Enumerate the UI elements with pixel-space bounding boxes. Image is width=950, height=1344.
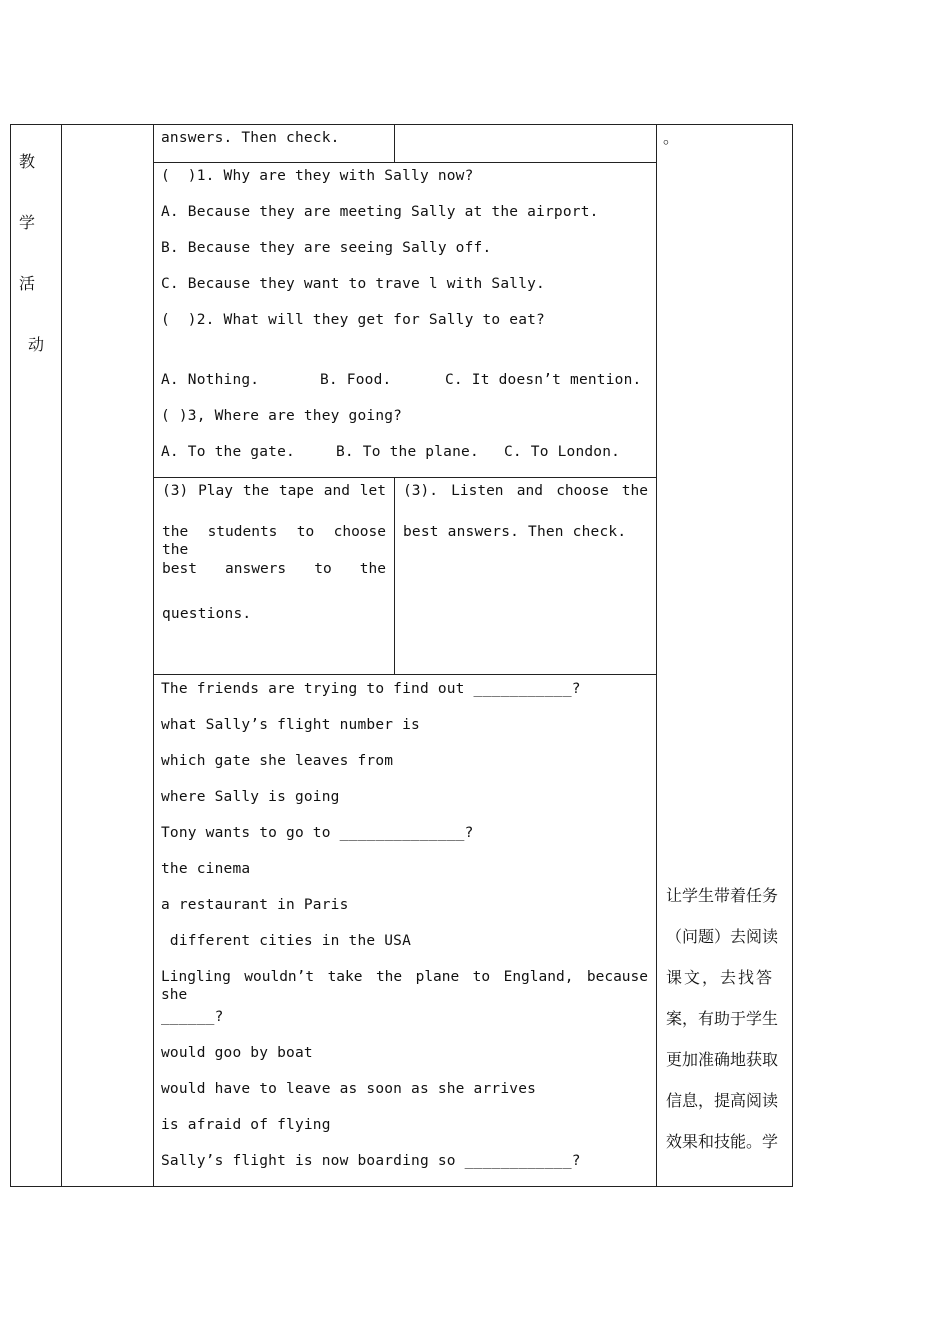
column-divider <box>656 124 657 1187</box>
exercise-line: Sally’s flight is now boarding so ____________? <box>161 1153 581 1169</box>
section-label-char: 教 <box>19 152 36 171</box>
exercise-line: would have to leave as soon as she arrives <box>161 1081 537 1097</box>
q1-option-a: A. Because they are meeting Sally at the airport. <box>161 204 599 220</box>
q1-option-c: C. Because they want to trave l with Sally. <box>161 276 545 292</box>
section-label-char: 动 <box>28 335 45 354</box>
question-1: ( )1. Why are they with Sally now? <box>161 168 474 184</box>
exercise-line: would goo by boat <box>161 1045 313 1061</box>
section-label-char: 学 <box>19 213 36 232</box>
row-divider <box>153 674 656 675</box>
q3-option-a: A. To the gate. <box>161 444 295 460</box>
top-row-text: answers. Then check. <box>161 130 340 146</box>
row-divider <box>153 162 656 163</box>
exercise-line: the cinema <box>161 861 251 877</box>
row-divider <box>153 477 656 478</box>
exercise-line: Lingling wouldn’t take the plane to England, because she <box>161 969 648 1003</box>
notes-line: 课文，去找答 <box>666 968 775 987</box>
student-step-line: (3). Listen and choose the <box>403 483 648 499</box>
exercise-line: different cities in the USA <box>161 933 412 949</box>
notes-line: 信息，提高阅读 <box>666 1091 779 1110</box>
column-divider <box>153 124 154 1187</box>
notes-line: 案，有助于学生 <box>666 1009 779 1028</box>
q3-option-b: B. To the plane. <box>336 444 479 460</box>
exercise-line: a restaurant in Paris <box>161 897 349 913</box>
q2-option-a: A. Nothing. <box>161 372 260 388</box>
q3-option-c: C. To London. <box>504 444 621 460</box>
cell-divider <box>394 477 395 674</box>
question-2: ( )2. What will they get for Sally to eat? <box>161 312 545 328</box>
notes-line: （问题）去阅读 <box>666 927 779 946</box>
teacher-step-line: (3) Play the tape and let <box>162 483 386 499</box>
column-divider <box>61 124 62 1187</box>
exercise-line: where Sally is going <box>161 789 340 805</box>
exercise-line: Tony wants to go to ______________? <box>161 825 474 841</box>
question-3: ( )3, Where are they going? <box>161 408 403 424</box>
exercise-line: what Sally’s flight number is <box>161 717 420 733</box>
cell-divider <box>394 124 395 162</box>
q1-option-b: B. Because they are seeing Sally off. <box>161 240 492 256</box>
teacher-step-line: questions. <box>162 606 252 622</box>
student-step-line: best answers. Then check. <box>403 524 627 540</box>
exercise-line: which gate she leaves from <box>161 753 394 769</box>
teacher-step-line: best answers to the <box>162 561 386 577</box>
notes-line: 更加准确地获取 <box>666 1050 779 1069</box>
section-label-char: 活 <box>19 274 36 293</box>
notes-line: 效果和技能。学 <box>666 1132 779 1151</box>
notes-dot: 。 <box>663 128 680 147</box>
exercise-line: ______? <box>161 1009 224 1025</box>
exercise-line: is afraid of flying <box>161 1117 331 1133</box>
exercise-line: The friends are trying to find out ___________? <box>161 681 581 697</box>
notes-line: 让学生带着任务 <box>666 886 779 905</box>
q2-option-b: B. Food. <box>320 372 392 388</box>
teacher-step-line: the students to choose the <box>162 524 386 558</box>
q2-option-c: C. It doesn’t mention. <box>445 372 642 388</box>
